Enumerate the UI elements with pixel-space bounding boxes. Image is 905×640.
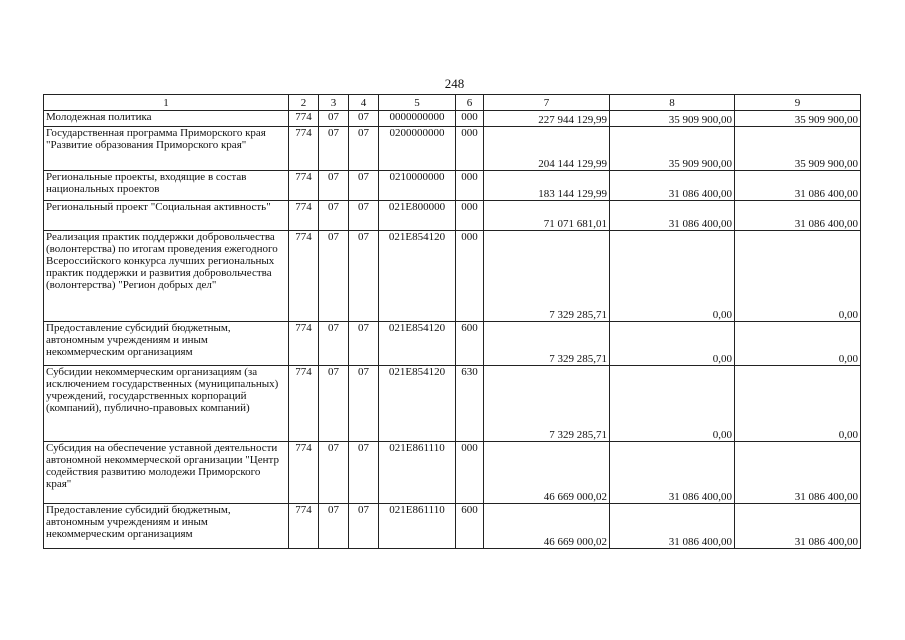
table-row: [44, 171, 861, 201]
amount-col-7: 46 669 000,02: [484, 442, 610, 504]
target-article-code: 0210000000: [379, 171, 456, 201]
amount-col-9: 31 086 400,00: [735, 504, 861, 549]
row-name: Субсидии некоммерческим организациям (за исключением государственных (муниципальных) учреждений, государственных корпораций (компаний), публично-правовых компаний): [44, 366, 289, 442]
column-header: 7: [484, 95, 610, 111]
amount-col-8: 35 909 900,00: [610, 127, 735, 171]
amount-col-9: 0,00: [735, 231, 861, 322]
amount-col-7: 7 329 285,71: [484, 322, 610, 366]
amount-col-7: 46 669 000,02: [484, 504, 610, 549]
expense-type-code: 000: [456, 127, 484, 171]
section-code: 07: [319, 231, 349, 322]
column-header: 5: [379, 95, 456, 111]
amount-col-7: 204 144 129,99: [484, 127, 610, 171]
subsection-code: 07: [349, 171, 379, 201]
section-code: 07: [319, 322, 349, 366]
table-row: [44, 231, 861, 322]
amount-col-9: 0,00: [735, 366, 861, 442]
amount-col-8: 31 086 400,00: [610, 201, 735, 231]
expense-type-code: 630: [456, 366, 484, 442]
target-article-code: 021E800000: [379, 201, 456, 231]
expense-type-code: 600: [456, 504, 484, 549]
row-name: Региональные проекты, входящие в состав национальных проектов: [44, 171, 289, 201]
column-header: 9: [735, 95, 861, 111]
amount-col-8: 31 086 400,00: [610, 442, 735, 504]
budget-table: [43, 94, 861, 549]
row-name: Субсидия на обеспечение уставной деятельности автономной некоммерческой организации "Центр содействия развитию молодежи Приморского края": [44, 442, 289, 504]
expense-type-code: 000: [456, 201, 484, 231]
table-row: [44, 127, 861, 171]
amount-col-9: 31 086 400,00: [735, 201, 861, 231]
amount-col-8: 35 909 900,00: [610, 111, 735, 127]
table-header-row: [44, 95, 861, 111]
table-row: [44, 111, 861, 127]
amount-col-9: 35 909 900,00: [735, 127, 861, 171]
amount-col-8: 0,00: [610, 231, 735, 322]
section-code: 07: [319, 111, 349, 127]
amount-col-7: 7 329 285,71: [484, 366, 610, 442]
section-code: 07: [319, 366, 349, 442]
row-name: Предоставление субсидий бюджетным, автономным учреждениям и иным некоммерческим организациям: [44, 504, 289, 549]
subsection-code: 07: [349, 111, 379, 127]
subsection-code: 07: [349, 201, 379, 231]
amount-col-7: 7 329 285,71: [484, 231, 610, 322]
column-header: 6: [456, 95, 484, 111]
ministry-code: 774: [289, 201, 319, 231]
target-article-code: 021E854120: [379, 366, 456, 442]
subsection-code: 07: [349, 442, 379, 504]
subsection-code: 07: [349, 366, 379, 442]
target-article-code: 021E861110: [379, 504, 456, 549]
amount-col-9: 31 086 400,00: [735, 442, 861, 504]
column-header: 2: [289, 95, 319, 111]
column-header: 8: [610, 95, 735, 111]
target-article-code: 021E861110: [379, 442, 456, 504]
row-name: Предоставление субсидий бюджетным, автономным учреждениям и иным некоммерческим организациям: [44, 322, 289, 366]
table-row: [44, 366, 861, 442]
amount-col-9: 31 086 400,00: [735, 171, 861, 201]
amount-col-9: 35 909 900,00: [735, 111, 861, 127]
ministry-code: 774: [289, 127, 319, 171]
target-article-code: 0000000000: [379, 111, 456, 127]
amount-col-7: 227 944 129,99: [484, 111, 610, 127]
ministry-code: 774: [289, 231, 319, 322]
target-article-code: 0200000000: [379, 127, 456, 171]
subsection-code: 07: [349, 504, 379, 549]
expense-type-code: 000: [456, 231, 484, 322]
amount-col-8: 31 086 400,00: [610, 504, 735, 549]
ministry-code: 774: [289, 366, 319, 442]
table-row: [44, 322, 861, 366]
section-code: 07: [319, 171, 349, 201]
expense-type-code: 000: [456, 111, 484, 127]
subsection-code: 07: [349, 322, 379, 366]
target-article-code: 021E854120: [379, 322, 456, 366]
column-header: 1: [44, 95, 289, 111]
page-number: 248: [444, 76, 465, 91]
section-code: 07: [319, 442, 349, 504]
subsection-code: 07: [349, 231, 379, 322]
row-name: Государственная программа Приморского края "Развитие образования Приморского края": [44, 127, 289, 171]
amount-col-7: 183 144 129,99: [484, 171, 610, 201]
row-name: Региональный проект "Социальная активность": [44, 201, 289, 231]
table-row: [44, 201, 861, 231]
target-article-code: 021E854120: [379, 231, 456, 322]
expense-type-code: 600: [456, 322, 484, 366]
section-code: 07: [319, 504, 349, 549]
amount-col-8: 0,00: [610, 322, 735, 366]
section-code: 07: [319, 201, 349, 231]
amount-col-8: 31 086 400,00: [610, 171, 735, 201]
row-name: Реализация практик поддержки добровольчества (волонтерства) по итогам проведения ежегодного Всероссийского конкурса лучших региональных практик поддержки и развития добровольчества (волонтерства) "Регион добрых дел": [44, 231, 289, 322]
amount-col-7: 71 071 681,01: [484, 201, 610, 231]
amount-col-8: 0,00: [610, 366, 735, 442]
ministry-code: 774: [289, 442, 319, 504]
column-header: 3: [319, 95, 349, 111]
table-row: [44, 504, 861, 549]
subsection-code: 07: [349, 127, 379, 171]
ministry-code: 774: [289, 504, 319, 549]
expense-type-code: 000: [456, 171, 484, 201]
column-header: 4: [349, 95, 379, 111]
ministry-code: 774: [289, 322, 319, 366]
row-name: Молодежная политика: [44, 111, 289, 127]
section-code: 07: [319, 127, 349, 171]
table-row: [44, 442, 861, 504]
ministry-code: 774: [289, 171, 319, 201]
amount-col-9: 0,00: [735, 322, 861, 366]
expense-type-code: 000: [456, 442, 484, 504]
ministry-code: 774: [289, 111, 319, 127]
